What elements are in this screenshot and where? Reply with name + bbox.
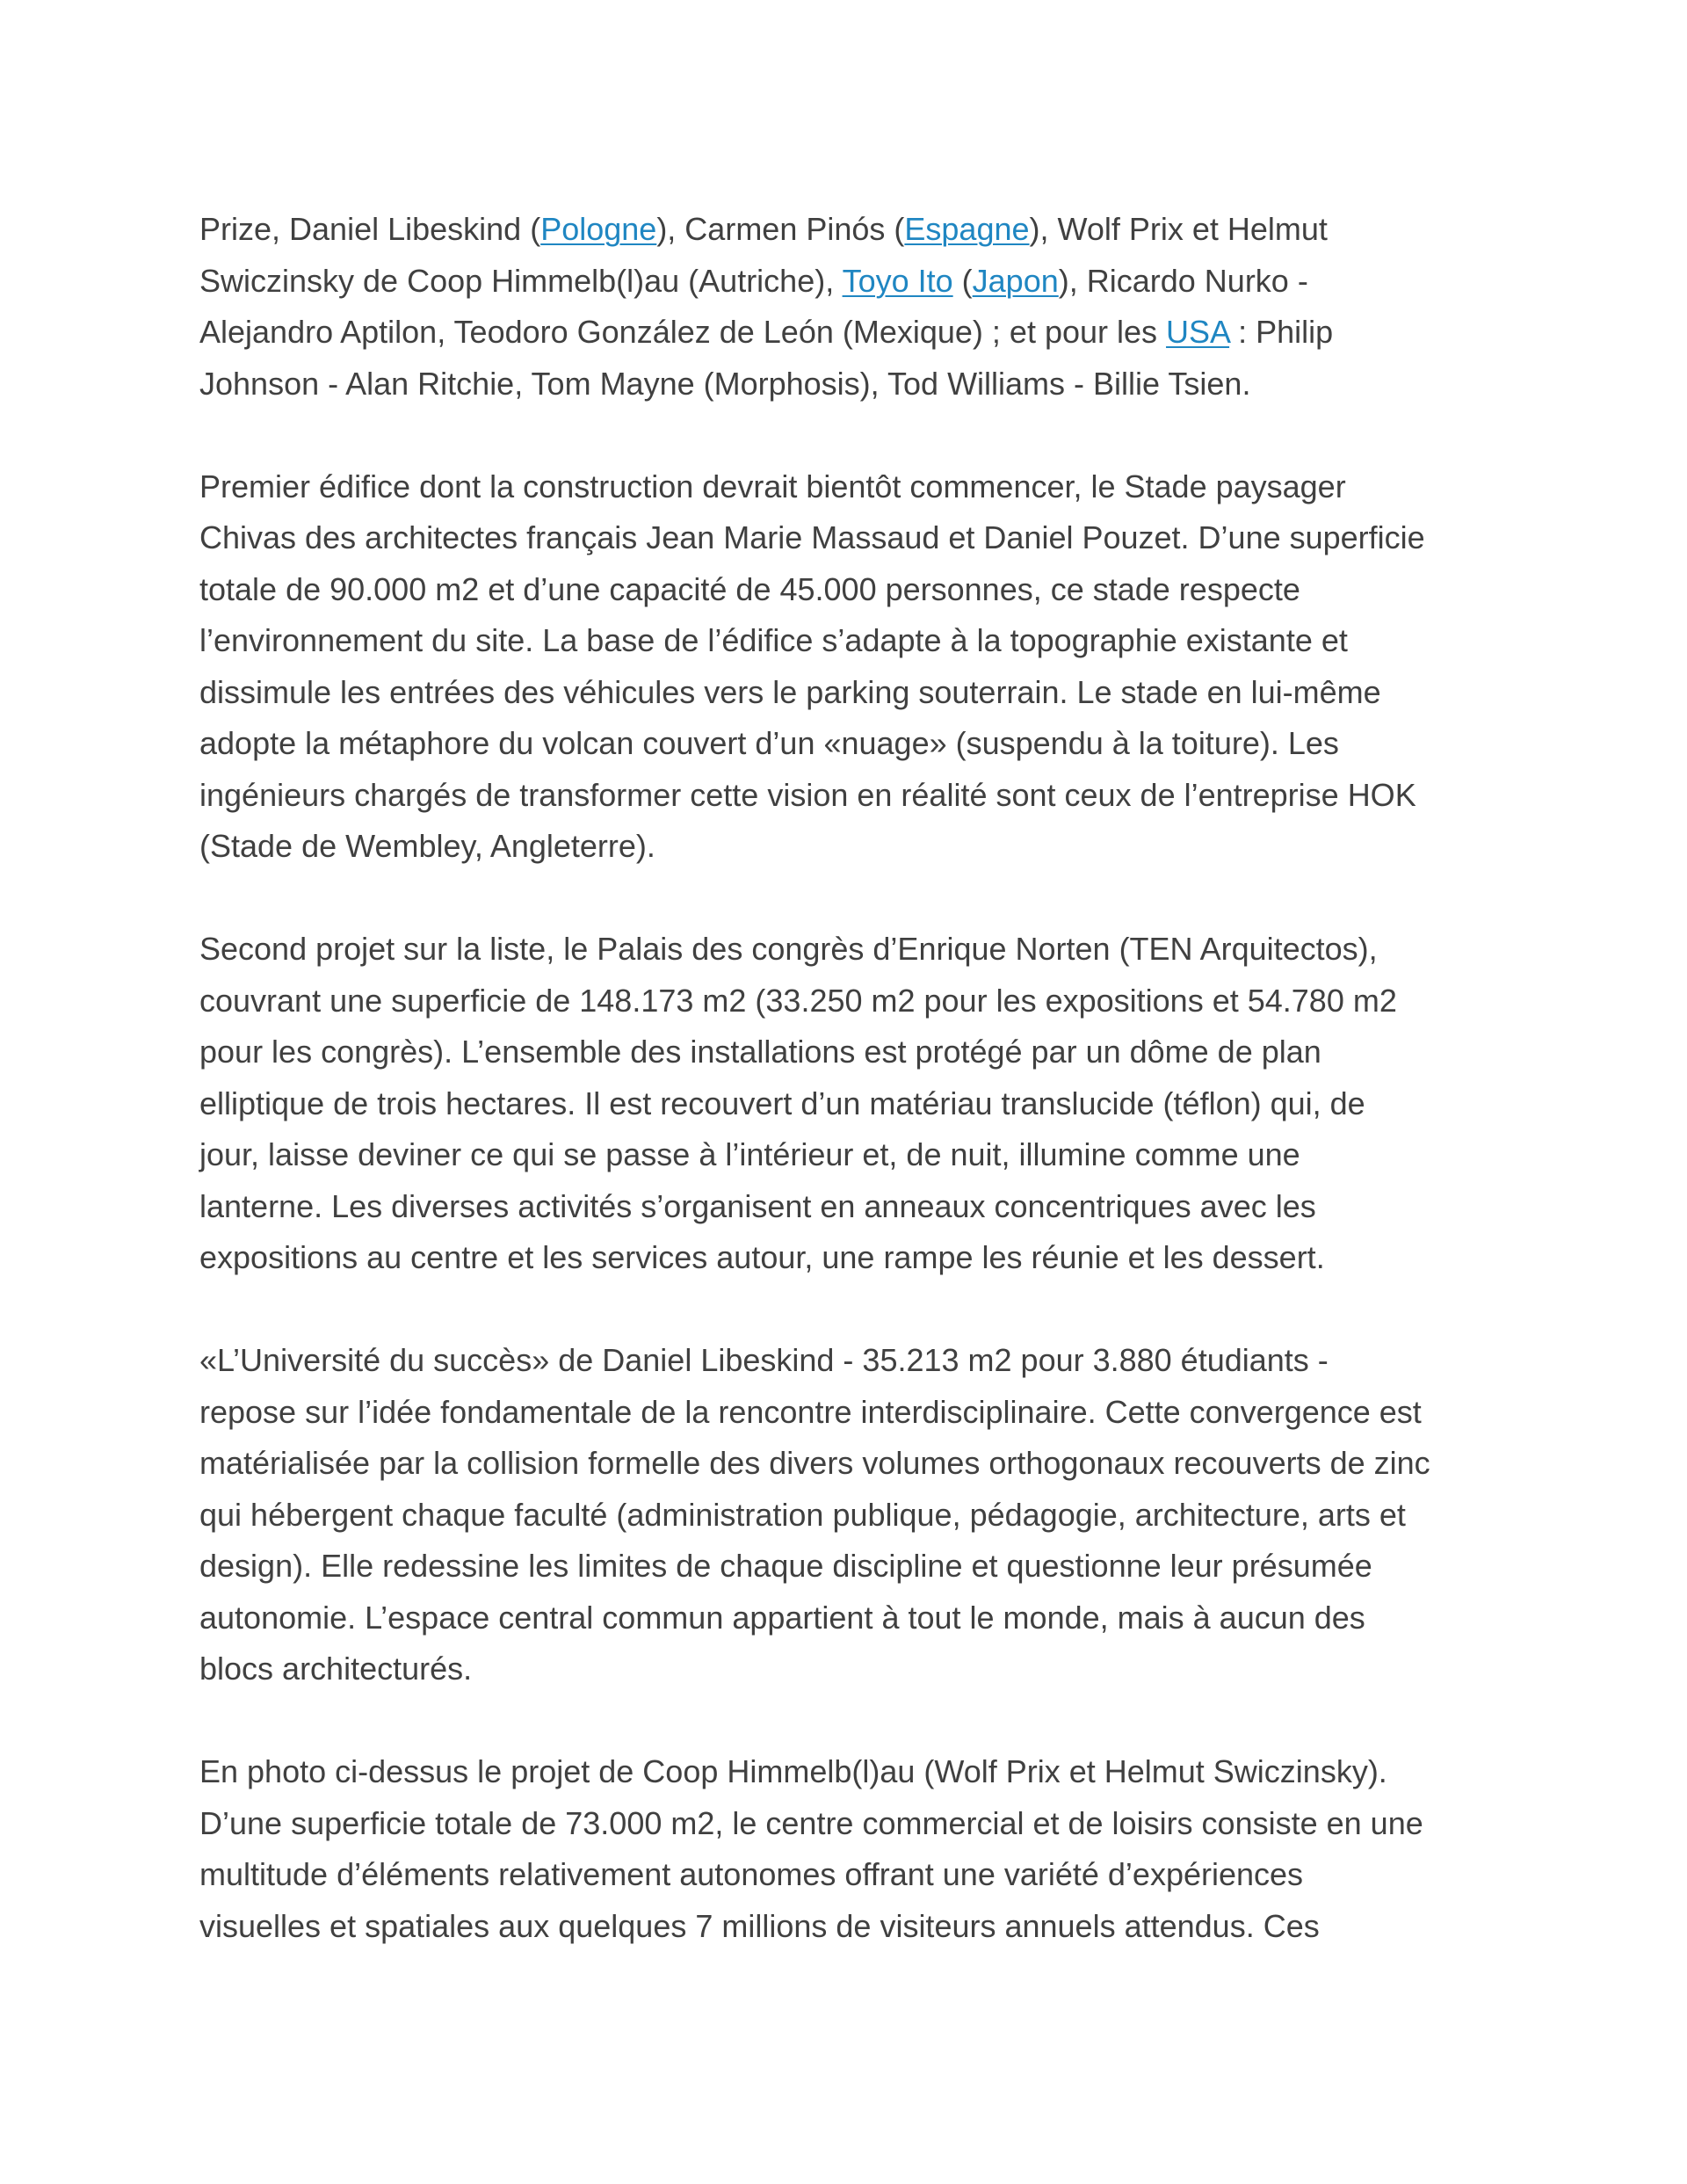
- text-line: Second projet sur la liste, le Palais des congrès d’Enrique Norten (TEN Arquitectos),: [199, 931, 1378, 967]
- text-line: multitude d’éléments relativement autonomes offrant une variété d’expériences: [199, 1856, 1304, 1892]
- text-line: ingénieurs chargés de transformer cette vision en réalité sont ceux de l’entreprise HOK: [199, 776, 1416, 813]
- text-line: l’environnement du site. La base de l’édifice s’adapte à la topographie existante et: [199, 622, 1348, 658]
- paragraph-gap: [199, 1284, 1500, 1336]
- text-line: autonomie. L’espace central commun appartient à tout le monde, mais à aucun des: [199, 1599, 1365, 1636]
- paragraph-5: [199, 1746, 1500, 1952]
- text-line: En photo ci-dessus le projet de Coop Himmelb(l)au (Wolf Prix et Helmut Swiczinsky).: [199, 1753, 1387, 1789]
- text-line: Alejandro Aptilon, Teodoro González de León (Mexique) ; et pour les USA : Philip: [199, 314, 1334, 350]
- text-line: design). Elle redessine les limites de chaque discipline et questionne leur présumée: [199, 1548, 1372, 1584]
- text-line: matérialisée par la collision formelle des divers volumes orthogonaux recouverts de zinc: [199, 1445, 1430, 1481]
- text-line: pour les congrès). L’ensemble des installations est protégé par un dôme de plan: [199, 1034, 1321, 1070]
- text-line: adopte la métaphore du volcan couvert d’un «nuage» (suspendu à la toiture). Les: [199, 725, 1339, 761]
- text-line: Premier édifice dont la construction devrait bientôt commencer, le Stade paysager: [199, 468, 1346, 504]
- text-line: expositions au centre et les services autour, une rampe les réunie et les dessert.: [199, 1239, 1325, 1275]
- text-line: totale de 90.000 m2 et d’une capacité de 45.000 personnes, ce stade respecte: [199, 570, 1300, 607]
- text-line: lanterne. Les diverses activités s’organisent en anneaux concentriques avec les: [199, 1187, 1316, 1224]
- text-line: elliptique de trois hectares. Il est recouvert d’un matériau translucide (téflon) qui, de: [199, 1085, 1365, 1121]
- text-line: repose sur l’idée fondamentale de la rencontre interdisciplinaire. Cette convergence est: [199, 1393, 1422, 1430]
- text-line: Swiczinsky de Coop Himmelb(l)au (Autriche), Toyo Ito (Japon), Ricardo Nurko -: [199, 262, 1308, 299]
- text-line: dissimule les entrées des véhicules vers le parking souterrain. Le stade en lui-même: [199, 673, 1381, 710]
- link-toyo-ito[interactable]: Toyo Ito: [842, 262, 953, 299]
- link-pologne[interactable]: Pologne: [540, 211, 657, 247]
- text-line: D’une superficie totale de 73.000 m2, le centre commercial et de loisirs consiste en une: [199, 1804, 1423, 1841]
- paragraph-gap: [199, 1695, 1500, 1747]
- link-japon[interactable]: Japon: [972, 262, 1059, 299]
- text-line: «L’Université du succès» de Daniel Libeskind - 35.213 m2 pour 3.880 étudiants -: [199, 1342, 1329, 1378]
- paragraph-gap: [199, 410, 1500, 461]
- text-line: jour, laisse deviner ce qui se passe à l’intérieur et, de nuit, illumine comme une: [199, 1136, 1300, 1172]
- document-body: [199, 204, 1500, 1952]
- paragraph-2: [199, 461, 1500, 873]
- text-line: qui hébergent chaque faculté (administration publique, pédagogie, architecture, arts et: [199, 1496, 1406, 1533]
- text-line: visuelles et spatiales aux quelques 7 millions de visiteurs annuels attendus. Ces: [199, 1907, 1320, 1944]
- paragraph-3: [199, 924, 1500, 1284]
- link-espagne[interactable]: Espagne: [904, 211, 1030, 247]
- text-line: Johnson - Alan Ritchie, Tom Mayne (Morphosis), Tod Williams - Billie Tsien.: [199, 365, 1251, 402]
- link-usa[interactable]: USA: [1166, 314, 1230, 350]
- paragraph-gap: [199, 873, 1500, 925]
- text-line: Chivas des architectes français Jean Marie Massaud et Daniel Pouzet. D’une superficie: [199, 519, 1425, 555]
- text-line: (Stade de Wembley, Angleterre).: [199, 828, 655, 864]
- text-line: blocs architecturés.: [199, 1651, 473, 1687]
- text-line: couvrant une superficie de 148.173 m2 (33.250 m2 pour les expositions et 54.780 m2: [199, 982, 1397, 1019]
- paragraph-1: [199, 204, 1500, 410]
- text-line: Prize, Daniel Libeskind (Pologne), Carmen Pinós (Espagne), Wolf Prix et Helmut: [199, 211, 1328, 247]
- paragraph-4: [199, 1335, 1500, 1695]
